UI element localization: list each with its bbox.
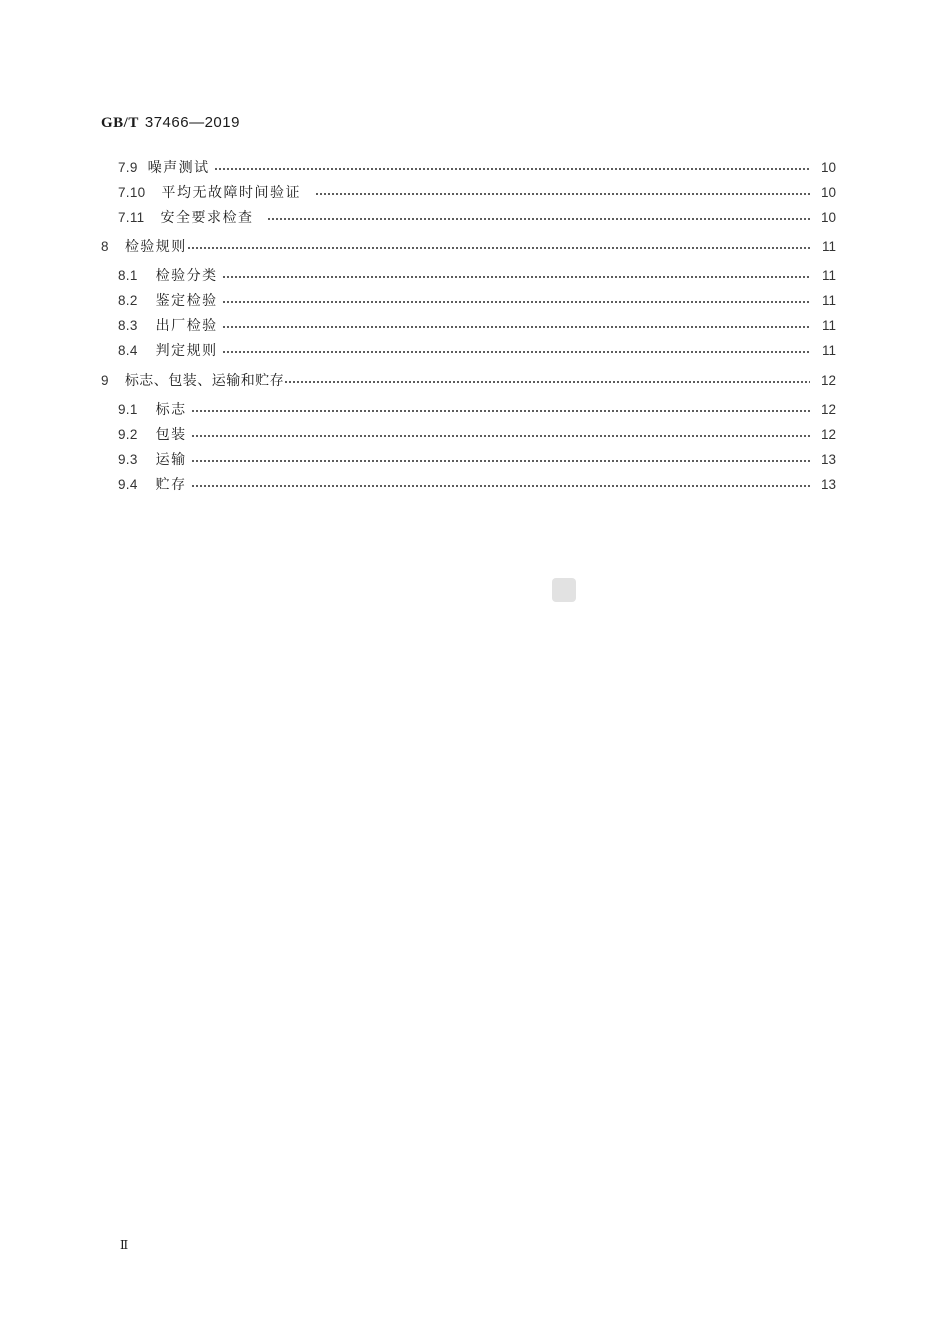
toc-entry-page: 10 [820, 159, 836, 175]
toc-entry-9[interactable] [101, 370, 836, 390]
toc-leader-dots [191, 410, 810, 412]
toc-entry-7-11[interactable] [118, 207, 836, 227]
toc-entry-number: 8.3 [118, 317, 138, 333]
toc-leader-dots [191, 435, 810, 437]
toc-entry-title: 标志、包装、运输和贮存 [124, 373, 285, 389]
toc-entry-title: 检验规则 [124, 239, 187, 255]
toc-entry-9-1[interactable] [118, 399, 836, 419]
toc-entry-page: 13 [820, 451, 836, 467]
toc-entry-page: 11 [821, 317, 836, 333]
toc-entry-7-9[interactable] [118, 157, 836, 177]
toc-leader-dots [315, 193, 810, 195]
toc-entry-page: 12 [820, 401, 836, 417]
toc-entry-number: 8.2 [118, 292, 138, 308]
toc-entry-9-2[interactable] [118, 424, 836, 444]
toc-leader-dots [267, 218, 810, 220]
toc-entry-page: 11 [821, 292, 836, 308]
toc-entry-title: 运输 [155, 452, 187, 468]
toc-entry-9-4[interactable] [118, 474, 836, 494]
toc-entry-8-4[interactable] [118, 340, 836, 360]
toc-entry-8-1[interactable] [118, 265, 836, 285]
toc-leader-dots [222, 326, 810, 328]
toc-entry-title: 平均无故障时间验证 [161, 185, 301, 201]
toc-leader-dots [222, 351, 810, 353]
toc-leader-dots [187, 247, 810, 249]
toc-entry-page: 11 [821, 267, 836, 283]
toc-entry-number: 9.3 [118, 451, 138, 467]
page-number-footer: Ⅱ [120, 1238, 129, 1252]
toc-leader-dots [222, 276, 810, 278]
toc-entry-page: 11 [821, 342, 836, 358]
toc-entry-number: 9.2 [118, 426, 138, 442]
toc-entry-title: 判定规则 [155, 343, 218, 359]
toc-entry-number: 9.1 [118, 401, 138, 417]
toc-entry-page: 12 [820, 372, 836, 388]
toc-entry-8-3[interactable] [118, 315, 836, 335]
toc-leader-dots [222, 301, 810, 303]
toc-entry-page: 10 [820, 209, 836, 225]
toc-entry-title: 贮存 [155, 477, 187, 493]
toc-entry-title: 包装 [155, 427, 187, 443]
toc-entry-9-3[interactable] [118, 449, 836, 469]
placeholder-square [552, 578, 576, 602]
toc-entry-number: 9.4 [118, 476, 138, 492]
toc-entry-page: 12 [820, 426, 836, 442]
toc-entry-7-10[interactable] [118, 182, 836, 202]
toc-entry-number: 8.4 [118, 342, 138, 358]
toc-entry-number: 8 [101, 238, 109, 254]
toc-leader-dots [191, 460, 810, 462]
toc-leader-dots [191, 485, 810, 487]
document-header [101, 113, 240, 132]
toc-entry-title: 标志 [155, 402, 187, 418]
toc-leader-dots [284, 381, 810, 383]
toc-entry-page: 13 [820, 476, 836, 492]
toc-entry-title: 噪声测试 [147, 160, 210, 176]
toc-entry-number: 9 [101, 372, 109, 388]
toc-entry-page: 11 [821, 238, 836, 254]
toc-entry-number: 8.1 [118, 267, 138, 283]
toc-entry-number: 7.9 [118, 159, 138, 175]
toc-entry-title: 检验分类 [155, 268, 218, 284]
toc-entry-number: 7.11 [118, 209, 145, 225]
standard-code: GB/T [101, 115, 139, 131]
toc-entry-number: 7.10 [118, 184, 146, 200]
standard-number: 37466—2019 [144, 114, 240, 131]
toc-entry-8[interactable] [101, 236, 836, 256]
toc-entry-title: 出厂检验 [155, 318, 218, 334]
toc-entry-title: 鉴定检验 [155, 293, 218, 309]
toc-entry-8-2[interactable] [118, 290, 836, 310]
toc-leader-dots [214, 168, 810, 170]
toc-entry-page: 10 [820, 184, 836, 200]
toc-entry-title: 安全要求检查 [160, 210, 254, 226]
